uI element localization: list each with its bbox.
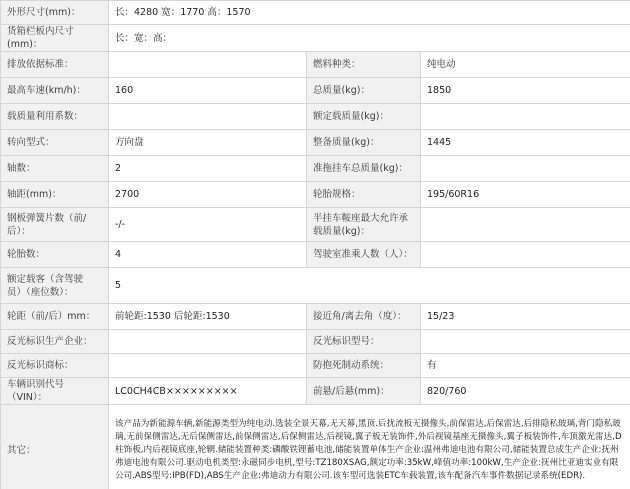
other-description: 该产品为新能源车辆,新能源类型为纯电动.选装全景天幕,无天幕,黑顶.后扰流板无摄像头,前保雷达,后保雷达,后排隐私玻璃,背门隐私玻璃,无前保侧雷达,无后保侧雷达,前保侧雷达,后保侧雷达,后视镜,翼子板无装饰件,外后视镜基座无摄像头,翼子板装饰件,车顶激光雷达,D柱饰板,内后视镜底座,轮辋.储能装置种类:磷酸铁锂蓄电池,储能装置单体生产企业:温州弗迪电池有限公司,储能装置总成生产企业:抚州弗迪电池有限公司.驱动电机类型:永磁同步电机,型号:TZ180XSAG,额定功率:35kW,峰值功率:100kW,生产企业:抚州比亚迪实业有限公司.ABS型号:IPB(FD),ABS生产企业:弗迪动力有限公司.该车型可选装ETC车载装置,该车配备汽车事件数据记录系统(EDR).: [115, 418, 622, 481]
vin-value: LC0CH4CB×××××××××: [109, 378, 307, 405]
seats-label: 额定载客（含驾驶员）（座位数）：: [1, 268, 109, 304]
total-mass-value: 1850: [421, 78, 630, 104]
axles-value: 2: [109, 156, 307, 182]
approach-angle-label: 接近角/离去角（度）：: [307, 304, 421, 330]
row-track: [1, 304, 630, 330]
row-reflector-maker: [1, 330, 630, 354]
load-util-value: [109, 104, 307, 130]
track-label: 轮距（前/后）mm：: [1, 304, 109, 330]
curb-mass-value: 1445: [421, 130, 630, 156]
row-seats: [1, 268, 630, 304]
wheelbase-value: 2700: [109, 182, 307, 208]
curb-mass-label: 整备质量(kg)：: [307, 130, 421, 156]
other-label: 其它：: [1, 405, 109, 489]
reflector-model-value: [421, 330, 630, 354]
fuel-type-label: 燃料种类：: [307, 52, 421, 78]
cargo-label: 货箱栏板内尺寸(mm)：: [1, 25, 109, 52]
seats-value: 5: [109, 268, 630, 304]
row-vin: [1, 378, 630, 405]
trailer-mass-label: 准拖挂车总质量(kg)：: [307, 156, 421, 182]
steering-label: 转向型式：: [1, 130, 109, 156]
saddle-load-value: [421, 208, 630, 242]
tire-count-value: 4: [109, 242, 307, 268]
row-speed-mass: [1, 78, 630, 104]
row-load: [1, 104, 630, 130]
other-value: [109, 405, 630, 489]
tire-spec-label: 轮胎规格：: [307, 182, 421, 208]
track-value: 前轮距:1530 后轮距:1530: [109, 304, 307, 330]
dims-value: 长：4280 宽：1770 高：1570: [109, 1, 630, 25]
fuel-type-value: 纯电动: [421, 52, 630, 78]
load-util-label: 载质量利用系数：: [1, 104, 109, 130]
row-tires: [1, 242, 630, 268]
reflector-maker-value: [109, 330, 307, 354]
row-springs: [1, 208, 630, 242]
row-emission-fuel: [1, 52, 630, 78]
trailer-mass-value: [421, 156, 630, 182]
row-steering: [1, 130, 630, 156]
vin-label: 车辆识别代号（VIN）：: [1, 378, 109, 405]
total-mass-label: 总质量(kg)：: [307, 78, 421, 104]
overhang-label: 前悬/后悬(mm)：: [307, 378, 421, 405]
cab-occupants-value: [421, 242, 630, 268]
emission-label: 排放依据标准：: [1, 52, 109, 78]
emission-value: [109, 52, 307, 78]
wheelbase-label: 轴距(mm)：: [1, 182, 109, 208]
cargo-value: 长：宽：高：: [109, 25, 630, 52]
abs-value: 有: [421, 354, 630, 378]
row-other: [1, 405, 630, 489]
row-wheelbase: [1, 182, 630, 208]
saddle-load-label: 半挂车鞍座最大允许承载质量(kg)：: [307, 208, 421, 242]
rated-load-value: [421, 104, 630, 130]
tire-spec-value: 195/60R16: [421, 182, 630, 208]
reflector-brand-value: [109, 354, 307, 378]
springs-value: -/-: [109, 208, 307, 242]
row-axles: [1, 156, 630, 182]
row-cargo-box: [1, 25, 630, 52]
dims-label: 外形尺寸(mm)：: [1, 1, 109, 25]
approach-angle-value: 15/23: [421, 304, 630, 330]
reflector-maker-label: 反光标识生产企业：: [1, 330, 109, 354]
springs-label: 钢板弹簧片数（前/后）：: [1, 208, 109, 242]
max-speed-value: 160: [109, 78, 307, 104]
reflector-model-label: 反光标识型号：: [307, 330, 421, 354]
row-reflector-brand: [1, 354, 630, 378]
steering-value: 方向盘: [109, 130, 307, 156]
abs-label: 防抱死制动系统：: [307, 354, 421, 378]
reflector-brand-label: 反光标识商标：: [1, 354, 109, 378]
tire-count-label: 轮胎数：: [1, 242, 109, 268]
rated-load-label: 额定载质量(kg)：: [307, 104, 421, 130]
cab-occupants-label: 驾驶室准乘人数（人）：: [307, 242, 421, 268]
max-speed-label: 最高车速(km/h)：: [1, 78, 109, 104]
row-dimensions: [1, 1, 630, 25]
axles-label: 轴数：: [1, 156, 109, 182]
overhang-value: 820/760: [421, 378, 630, 405]
